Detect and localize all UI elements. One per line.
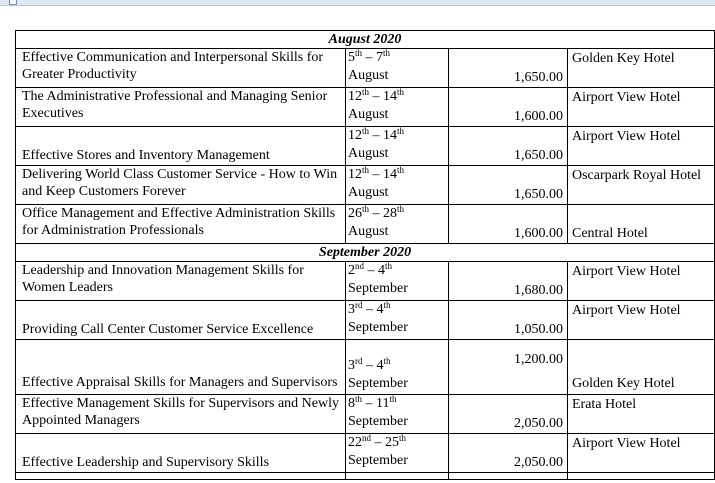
date-start-suffix: nd (362, 433, 371, 443)
course-venue: Golden Key Hotel (568, 49, 715, 88)
date-start-suffix: th (362, 204, 370, 214)
date-month: August (348, 224, 389, 239)
course-venue: Oscarpark Royal Hotel (568, 166, 715, 205)
course-dates (346, 166, 449, 205)
date-end: 4 (376, 358, 384, 373)
course-name: The Administrative Professional and Managing Senior Executives (16, 88, 346, 127)
date-start-suffix: th (355, 48, 363, 58)
table-row (16, 88, 715, 127)
course-venue: Airport View Hotel (568, 262, 715, 301)
date-dash: – (362, 358, 377, 373)
course-venue: Central Hotel (568, 205, 715, 244)
course-fee: 1,650.00 (449, 49, 568, 88)
course-venue: Airport View Hotel (568, 88, 715, 127)
date-end-suffix: th (385, 261, 393, 271)
date-start: 22 (348, 435, 362, 450)
course-dates (346, 395, 449, 434)
course-dates (346, 127, 449, 166)
date-dash: – (364, 263, 378, 278)
date-start: 3 (348, 302, 355, 317)
date-end-suffix: th (397, 87, 405, 97)
course-name: Providing Call Center Customer Service Excellence (16, 301, 346, 340)
cut-off-cell (449, 473, 568, 480)
course-fee: 1,650.00 (449, 166, 568, 205)
date-end: 4 (376, 302, 384, 317)
date-end: 14 (383, 167, 398, 182)
date-month: September (348, 453, 408, 468)
section-title: August 2020 (16, 31, 715, 49)
date-end-suffix: th (383, 356, 391, 366)
course-name: Delivering World Class Customer Service - How to Win and Keep Customers Forever (16, 166, 346, 205)
date-dash: – (371, 435, 385, 450)
date-dash: – (362, 396, 377, 411)
date-dash: – (369, 89, 384, 104)
course-name: Leadership and Innovation Management Skills for Women Leaders (16, 262, 346, 301)
date-end: 4 (378, 263, 385, 278)
course-name: Office Management and Effective Administration Skills for Administration Professionals (16, 205, 346, 244)
date-dash: – (369, 206, 384, 221)
course-fee: 1,650.00 (449, 127, 568, 166)
table-row (16, 434, 715, 473)
date-start-suffix: th (355, 394, 363, 404)
section-title: September 2020 (16, 244, 715, 262)
course-dates (346, 340, 449, 395)
date-end: 25 (385, 435, 399, 450)
course-venue: Airport View Hotel (568, 127, 715, 166)
date-start: 12 (348, 167, 362, 182)
date-end: 11 (376, 396, 390, 411)
date-end: 7 (376, 50, 384, 65)
date-month: September (348, 414, 408, 429)
date-dash: – (369, 167, 384, 182)
course-fee: 1,600.00 (449, 88, 568, 127)
table-row-cut-off (16, 473, 715, 480)
date-start: 26 (348, 206, 362, 221)
table-row (16, 127, 715, 166)
course-fee: 1,680.00 (449, 262, 568, 301)
date-start: 12 (348, 89, 362, 104)
date-dash: – (369, 128, 384, 143)
course-venue: Golden Key Hotel (568, 340, 715, 395)
course-fee: 1,050.00 (449, 301, 568, 340)
date-start: 2 (348, 263, 355, 278)
course-dates (346, 205, 449, 244)
course-dates (346, 49, 449, 88)
date-start-suffix: th (362, 87, 370, 97)
date-end-suffix: th (383, 300, 391, 310)
course-dates (346, 434, 449, 473)
date-start: 3 (348, 358, 355, 373)
date-end-suffix: th (383, 48, 391, 58)
date-start: 5 (348, 50, 355, 65)
cut-off-cell (346, 473, 449, 480)
course-venue: Erata Hotel (568, 395, 715, 434)
date-end: 28 (383, 206, 398, 221)
date-start: 8 (348, 396, 355, 411)
course-venue: Airport View Hotel (568, 301, 715, 340)
table-row (16, 262, 715, 301)
date-end-suffix: th (389, 394, 397, 404)
date-month: September (348, 281, 408, 296)
corner-marker-icon (9, 0, 17, 5)
table-row (16, 340, 715, 395)
date-month: August (348, 68, 389, 83)
course-name: Effective Leadership and Supervisory Skills (16, 434, 346, 473)
course-fee: 2,050.00 (449, 395, 568, 434)
course-venue: Airport View Hotel (568, 434, 715, 473)
date-start-suffix: th (362, 126, 370, 136)
date-end-suffix: th (399, 433, 407, 443)
date-month: September (348, 376, 408, 391)
date-start: 12 (348, 128, 362, 143)
date-month: August (348, 107, 389, 122)
date-month: August (348, 146, 389, 161)
date-start-suffix: nd (355, 261, 364, 271)
date-dash: – (362, 50, 377, 65)
course-fee: 2,050.00 (449, 434, 568, 473)
date-start-suffix: rd (355, 300, 363, 310)
date-end-suffix: th (397, 126, 405, 136)
date-month: August (348, 185, 389, 200)
table-row (16, 395, 715, 434)
date-end: 14 (383, 89, 398, 104)
date-month: September (348, 320, 408, 335)
section-header-august (16, 31, 715, 49)
course-dates (346, 262, 449, 301)
date-end-suffix: th (397, 165, 405, 175)
table-row (16, 166, 715, 205)
course-fee: 1,200.00 (449, 340, 568, 395)
course-dates (346, 301, 449, 340)
course-name: Effective Communication and Interpersonal Skills for Greater Productivity (16, 49, 346, 88)
date-end-suffix: th (397, 204, 405, 214)
date-dash: – (362, 302, 377, 317)
table-row (16, 49, 715, 88)
course-dates (346, 88, 449, 127)
section-header-september (16, 244, 715, 262)
course-fee: 1,600.00 (449, 205, 568, 244)
window-top-strip (0, 0, 715, 6)
table-row (16, 301, 715, 340)
date-end: 14 (383, 128, 398, 143)
cut-off-cell (568, 473, 715, 480)
course-name: Effective Stores and Inventory Management (16, 127, 346, 166)
cut-off-cell (16, 473, 346, 480)
date-start-suffix: th (362, 165, 370, 175)
course-name: Effective Management Skills for Supervisors and Newly Appointed Managers (16, 395, 346, 434)
course-name: Effective Appraisal Skills for Managers and Supervisors (16, 340, 346, 395)
date-start-suffix: rd (355, 356, 363, 366)
table-row (16, 205, 715, 244)
course-schedule-table (15, 30, 715, 480)
